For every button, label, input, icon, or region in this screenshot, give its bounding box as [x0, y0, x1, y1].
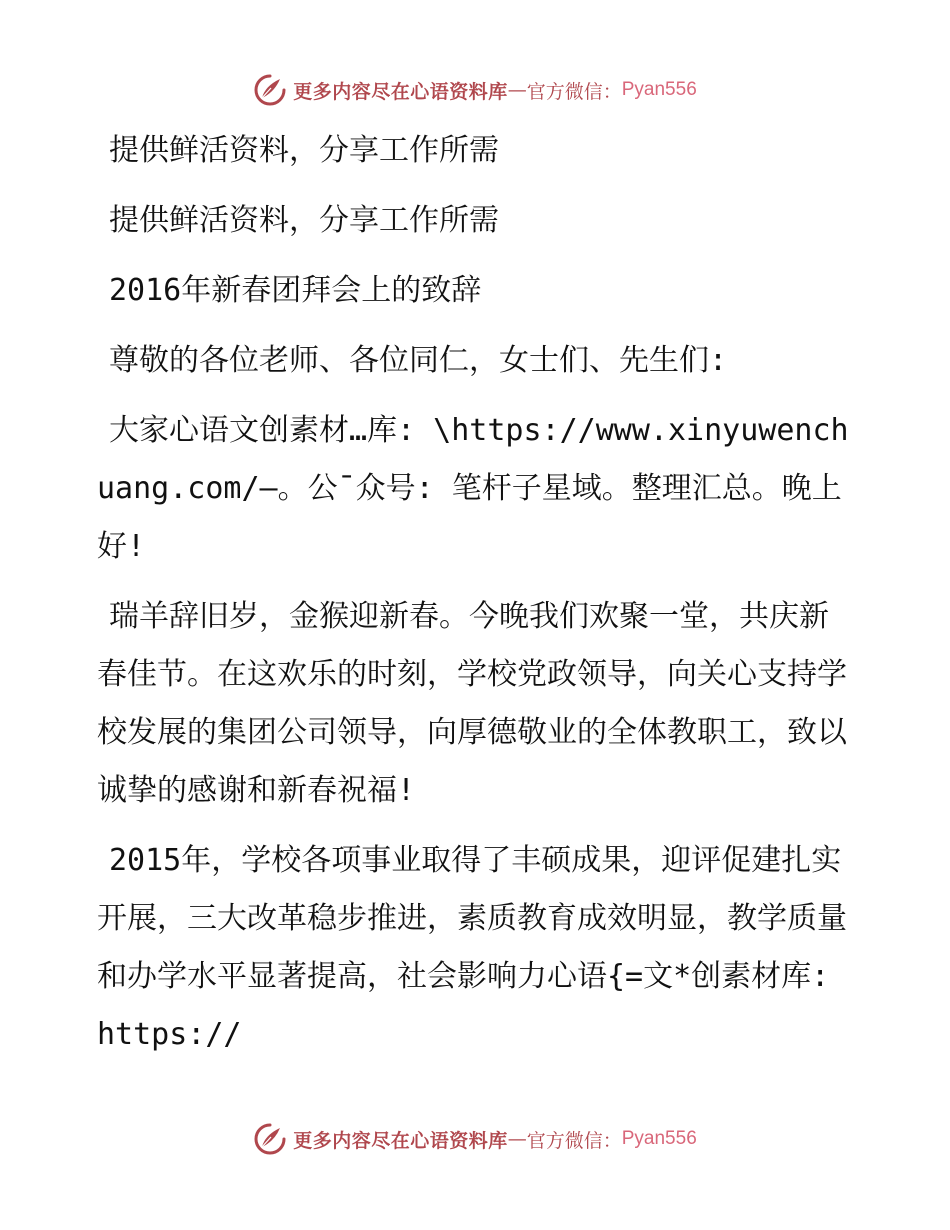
paragraph-greeting: 大家心语文创素材…库: \https://www.xinyuwenchuang.com/—。公¯众号: 笔杆子星域。整理汇总。晚上好! [97, 413, 849, 564]
document-body [97, 122, 857, 1064]
quill-pen-circle-icon [253, 73, 287, 107]
footer-separator: — [507, 1128, 527, 1150]
paragraph-tagline-2: 提供鲜活资料，分享工作所需 [109, 203, 499, 238]
footer-wechat-label: 官方微信： [526, 1129, 622, 1152]
header-separator: — [507, 79, 527, 101]
paragraph-new-year: 瑞羊辞旧岁，金猴迎新春。今晚我们欢聚一堂，共庆新春佳节。在这欢乐的时刻，学校党政领导，向关心支持学校发展的集团公司领导，向厚德敬业的全体教职工，致以诚挚的感谢和新春祝福! [97, 599, 847, 808]
quill-pen-circle-icon [253, 1122, 287, 1156]
paragraph-tagline-1: 提供鲜活资料，分享工作所需 [109, 133, 499, 168]
footer-brand-text: 更多内容尽在心语资料库 [293, 1129, 508, 1152]
header-wechat-label: 官方微信： [526, 80, 622, 103]
header-wechat-id: Pyan556 [621, 79, 697, 100]
footer-wechat-id: Pyan556 [621, 1128, 697, 1149]
header-banner [0, 70, 950, 110]
footer-banner [0, 1119, 950, 1159]
header-brand-text: 更多内容尽在心语资料库 [293, 80, 508, 103]
document-title: 2016年新春团拜会上的致辞 [109, 273, 482, 308]
paragraph-achievements: 2015年，学校各项事业取得了丰硕成果，迎评促建扎实开展，三大改革稳步推进，素质教育成效明显，教学质量和办学水平显著提高，社会影响力心语{=文*创素材库: https:// [97, 843, 847, 1052]
paragraph-salutation: 尊敬的各位老师、各位同仁，女士们、先生们: [109, 343, 728, 378]
